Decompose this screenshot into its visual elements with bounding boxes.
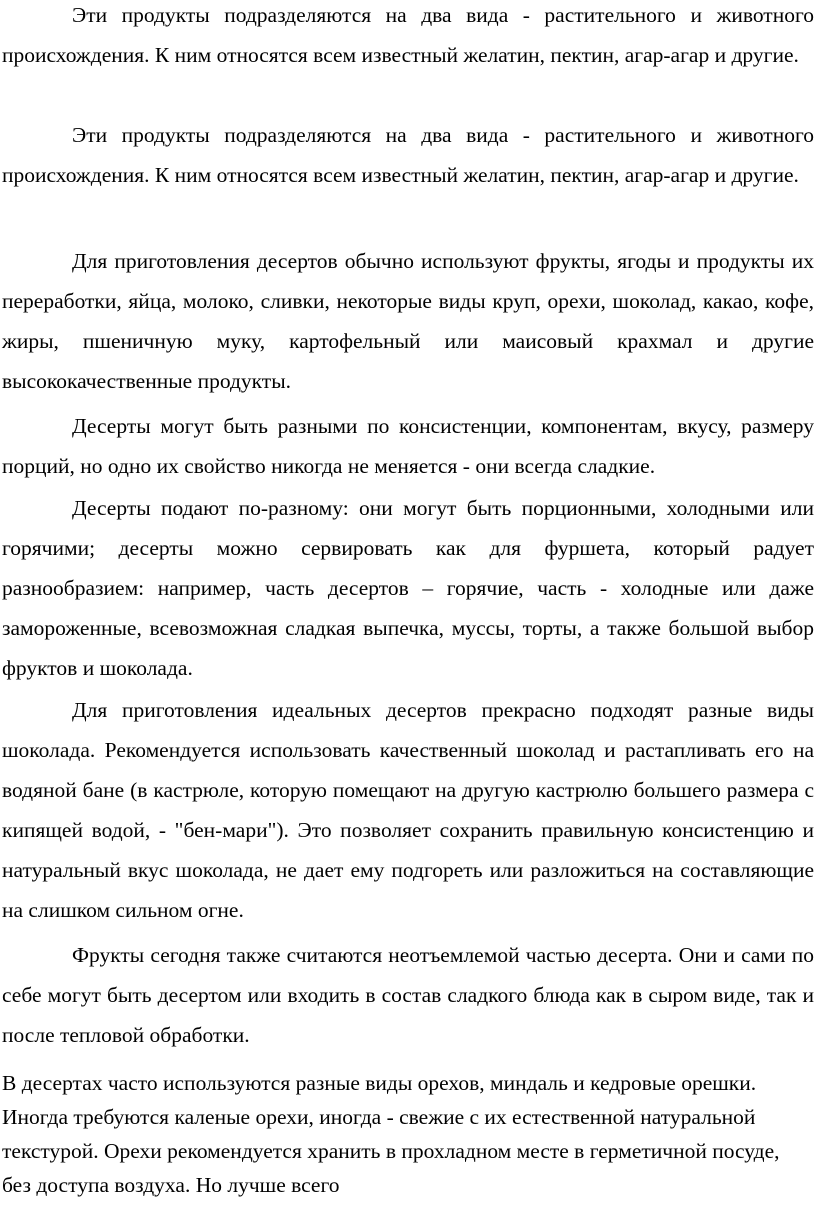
paragraph-3: Для приготовления десертов обычно используют фрукты, ягоды и продукты их переработки, яйца, молоко, сливки, некоторые виды круп, орехи, шоколад, какао, кофе, жиры, пшеничную муку, картофельный или маисовый крахмал и другие высококачественные продукты.	[2, 249, 814, 393]
paragraph-5: Десерты подают по-разному: они могут быть порционными, холодными или горячими; десерты можно сервировать как для фуршета, который радует разнообразием: например, часть десертов – горячие, часть - холодные или даже замороженные, всевозможная сладкая выпечка, муссы, торты, а также большой выбор фруктов и шоколада.	[2, 496, 814, 680]
paragraph-1: Эти продукты подразделяются на два вида - растительного и животного происхождения. К ним относятся всем известный желатин, пектин, агар-агар и другие.	[2, 3, 814, 67]
paragraph-6: Для приготовления идеальных десертов прекрасно подходят разные виды шоколада. Рекомендуется использовать качественный шоколад и растапливать его на водяной бане (в кастрюле, которую помещают на другую кастрюлю большего размера с кипящей водой, - "бен-мари"). Это позволяет сохранить правильную консистенцию и натуральный вкус шоколада, не дает ему подгореть или разложиться на составляющие на слишком сильном огне.	[2, 698, 814, 922]
paragraph-7: Фрукты сегодня также считаются неотъемлемой частью десерта. Они и сами по себе могут быть десертом или входить в состав сладкого блюда как в сыром виде, так и после тепловой обработки.	[2, 943, 814, 1047]
paragraph-4: Десерты могут быть разными по консистенции, компонентам, вкусу, размеру порций, но одно их свойство никогда не меняется - они всегда сладкие.	[2, 414, 814, 478]
paragraph-8: В десертах часто используются разные виды орехов, миндаль и кедровые орешки. Иногда требуются каленые орехи, иногда - свежие с их естественной натуральной текстурой. Орехи рекомендуется хранить в прохладном месте в герметичной посуде, без доступа воздуха. Но лучше всего	[2, 1071, 780, 1197]
paragraph-2: Эти продукты подразделяются на два вида - растительного и животного происхождения. К ним относятся всем известный желатин, пектин, агар-агар и другие.	[2, 123, 814, 187]
